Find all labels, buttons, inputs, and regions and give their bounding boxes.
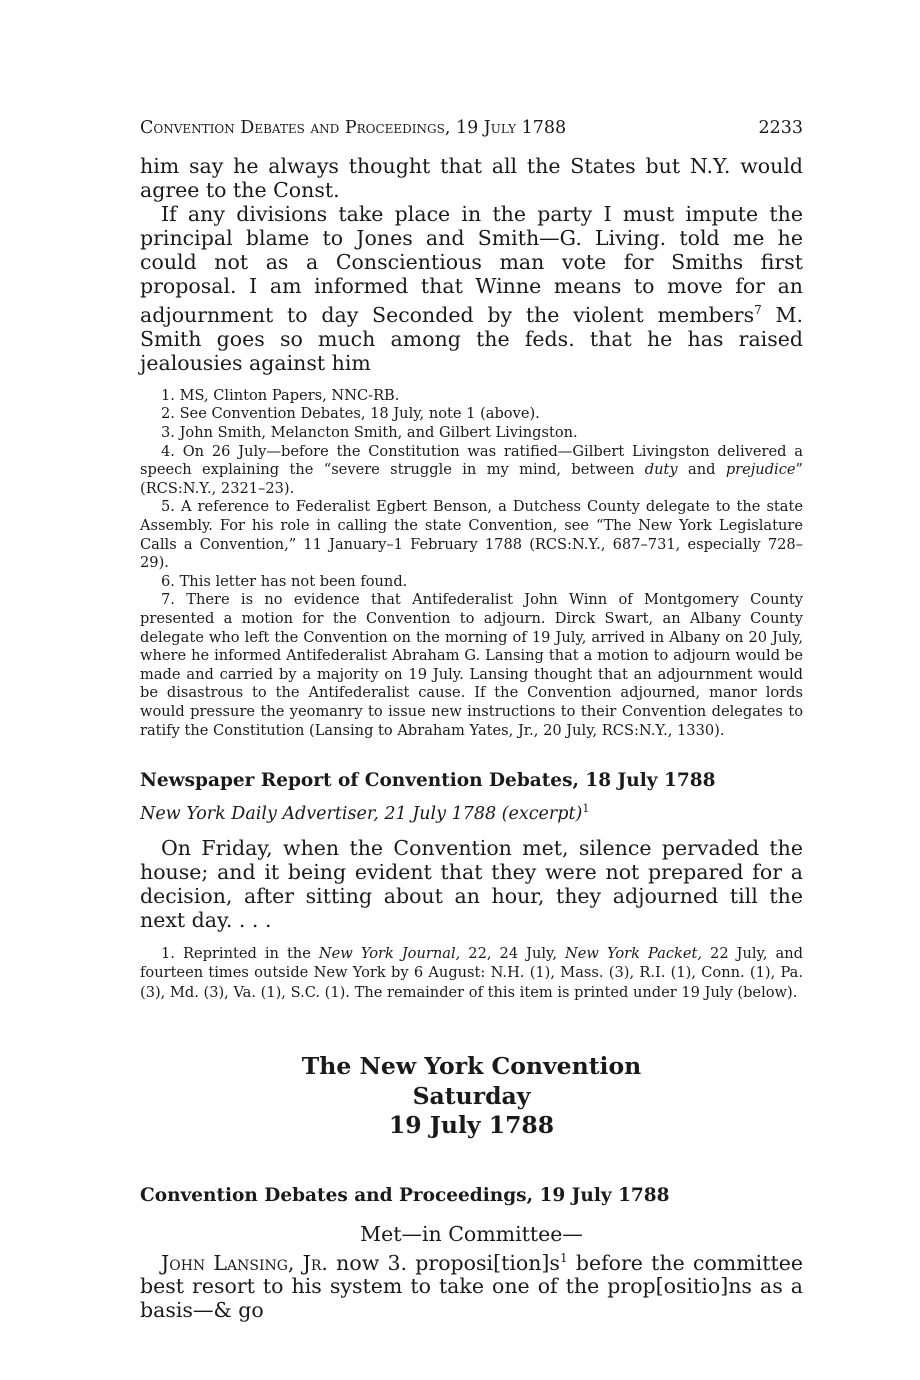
- footnotes: [140, 387, 803, 740]
- footnote-3: 3. John Smith, Melancton Smith, and Gilbert Livingston.: [161, 424, 578, 442]
- debates-paragraph: John Lansing, Jr. now 3. $proposi[tion]s^1$ before the committee best resort to his system to take one of the prop[ositio]ns as a basis—& go: [140, 1250, 803, 1323]
- newspaper-body: On Friday, when the Convention met, silence pervaded the house; and it being evident that they were not prepared for a decision, after sitting about an hour, they adjourned till the next day. . . .: [140, 835, 803, 932]
- debates-heading: Convention Debates and Proceedings, 19 July 1788: [140, 1184, 670, 1206]
- document-page: [140, 118, 803, 1322]
- letter-paragraph-2: If any divisions take place in the party I must impute the principal blame to Jones and Smith—G. Living. told me he could not as a Conscientious man vote for Smiths first proposal. I am informed that Winne means to move for an adjournment to day Seconded by the violent members$^7$ M. Smith goes so much among the feds. that he has raised jealousies against him: [140, 202, 803, 375]
- newspaper-footnote: 1. Reprinted in the New York Journal, 22, 24 July, New York Packet, 22 July, and fourteen times outside New York by 6 August: N.H. (1), Mass. (3), R.I. (1), Conn. (1), Pa. (3), Md. (3), Va. (1), S.C. (1). The remainder of this item is printed under 19 July (below).: [140, 944, 803, 1001]
- footnote-7: 7. There is no evidence that Antifederalist John Winn of Montgomery County presented a motion for the Convention to adjourn. Dirck Swart, an Albany County delegate who left the Convention on the morning of 19 July, arrived in Albany on 20 July, where he informed Antifederalist Abraham G. Lansing that a motion to adjourn would be made and carried by a majority on 19 July. Lansing thought that an adjournment would be disastrous to the Antifederalist cause. If the Convention adjourned, manor lords would pressure the yeomanry to issue new instructions to their Convention delegates to ratify the Constitution (Lansing to Abraham Yates, Jr., 20 July, RCS:N.Y., 1330).: [140, 591, 803, 739]
- newspaper-source: New York Daily Advertiser, 21 July 1788 (excerpt)$^1$: [140, 802, 590, 824]
- running-head-title: Convention Debates and Proceedings, 19 July 1788: [140, 118, 567, 138]
- footnote-1: 1. MS, Clinton Papers, NNC-RB.: [161, 386, 400, 404]
- newspaper-report-heading: Newspaper Report of Convention Debates, 18 July 1788: [140, 770, 716, 792]
- convention-title-line-1: The New York Convention: [301, 1052, 642, 1081]
- convention-title: [140, 1052, 803, 1141]
- convention-title-line-2: Saturday: [412, 1081, 531, 1110]
- speaker-name: John Lansing, Jr.: [161, 1250, 328, 1275]
- met-in-committee: Met—in Committee—: [360, 1221, 583, 1246]
- footnote-ref-7: 7: [754, 303, 762, 317]
- page-number: 2233: [758, 118, 803, 138]
- running-head: [140, 118, 803, 138]
- letter-paragraph-1: him say he always thought that all the States but N.Y. would agree to the Const.: [140, 154, 803, 202]
- footnote-2: 2. See Convention Debates, 18 July, note 1 (above).: [161, 405, 540, 423]
- footnote-6: 6. This letter has not been found.: [161, 572, 408, 590]
- convention-title-line-3: 19 July 1788: [388, 1111, 555, 1140]
- footnote-5: 5. A reference to Federalist Egbert Benson, a Dutchess County delegate to the state Assembly. For his role in calling the state Convention, see “The New York Legislature Calls a Convention,” 11 January–1 February 1788 (RCS:N.Y., 687–731, especially 728–29).: [140, 498, 803, 572]
- footnote-4: 4. On 26 July—before the Constitution was ratified—Gilbert Livingston delivered a speech explaining the “severe struggle in my mind, between duty and prejudice” (RCS:N.Y., 2321–23).: [140, 442, 803, 497]
